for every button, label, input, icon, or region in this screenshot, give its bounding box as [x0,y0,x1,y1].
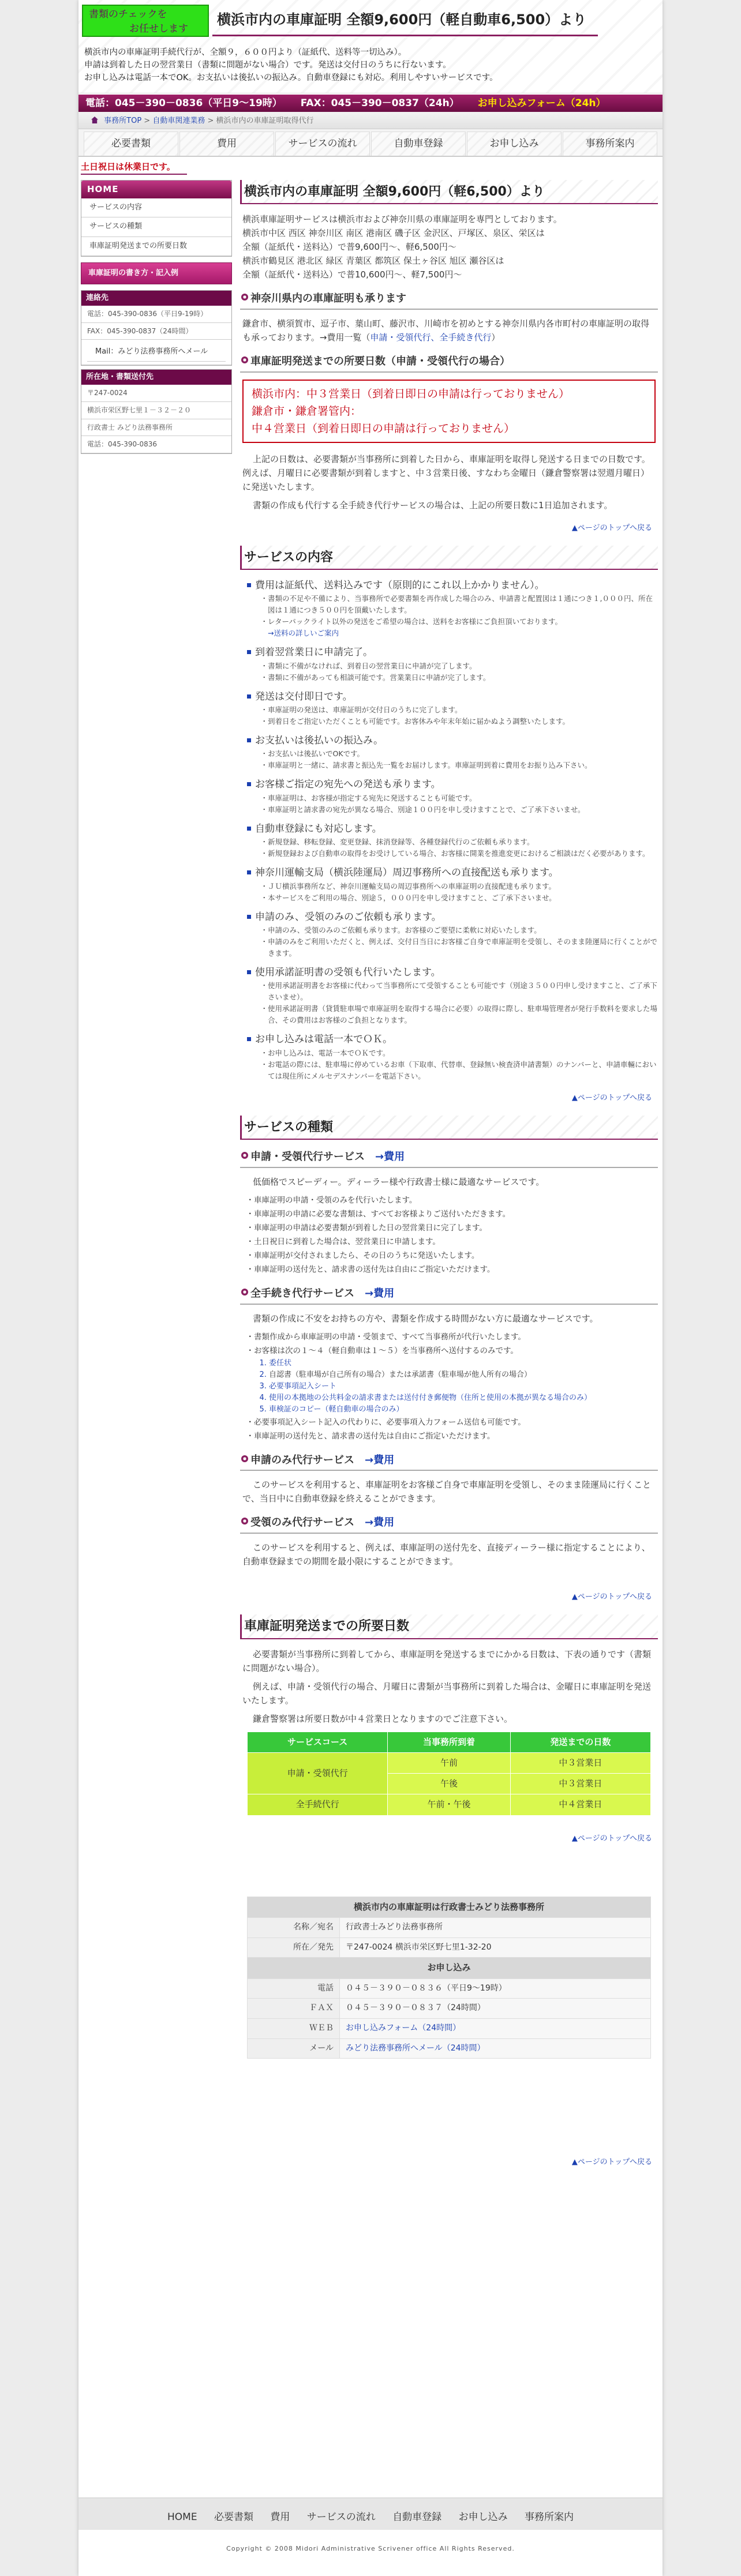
type3-paragraph: このサービスを利用すると、車庫証明をお客様ご自身で車庫証明を受領し、そのまま陸運局に行くことで、当日中に自動車登録を終えることができます。 [242,1479,652,1504]
kanagawa-text-end: ） [491,332,500,343]
logo[interactable] [82,5,209,37]
intro-p-line: 全額（証紙代・送料込）で普10,600円〜、軽7,500円〜 [242,269,462,280]
office-value: 〒247-0024 横浜市栄区野七里1-32-20 [340,1937,651,1958]
to-top-link-5[interactable] [240,2157,652,2168]
type1-fee-link[interactable]: →費用 [375,1150,405,1163]
notice-line: 鎌倉市・鎌倉署管内： [252,404,362,418]
logo-line2: お任せします [129,23,188,35]
service-item [255,733,658,771]
num-item[interactable] [269,1369,658,1381]
sidebar-banner-example[interactable]: 車庫証明の書き方・記入例 [81,262,232,284]
days-table-paragraph-2: 例えば、申請・受領代行の場合、月曜日に書類が当事務所に到着した場合は、金曜日に車庫証明を発送いたします。 [242,1681,652,1706]
service-item [255,1032,658,1082]
days-paragraph-1: 上記の日数は、必要書類が当事務所に到着した日から、車庫証明を取得し発送する日までの日数です。例えば、月曜日に必要書類が到着しますと、中３営業日後、すなわち金曜日（鎌倉警察署は翌週月曜日）に発送いたします。 [242,453,650,492]
service-detail: ・ レターパックライト以外の発送をご希望の場合は、送料をお客様にご負担頂いております。 [268,616,658,628]
intro-p-line: 全額（証紙代・送料込）で普9,600円〜、軽6,500円〜 [242,242,456,253]
office-key: ＷＥＢ [248,2018,340,2038]
section-title-types: サービスの種類 [240,1116,658,1140]
service-detail: ・ 車庫証明と請求書の宛先が異なる場合、別途１００円を申し受けますことで、ご了承下さいませ。 [268,804,658,816]
service-detail: ・ 使用承諾証明書（貸賃駐車場で車庫証明を取得する場合に必要）の取得に際し、駐車場管理者が発行手数料を要求した場合、その費用はお客様のご負担となります。 [268,1003,658,1026]
copyright: Copyright © 2008 Midori Administrative Scrivener office All Rights Reserved. [226,2545,515,2552]
apply-form-link[interactable]: お申し込みフォーム（24h） [477,97,606,109]
service-item-details [268,1047,658,1082]
footer-link-apply[interactable]: お申し込み [458,2511,508,2523]
service-detail: ・ 使用承諾証明書をお客様に代わって当事務所にて受領することも可能です（別途３５００円申し受けますこと、ご了承下さいませ）。 [268,980,658,1003]
apply-table-title: お申し込み [248,1958,651,1978]
sidebar-address: 横浜市栄区野七里１－３２－２０ [81,402,231,419]
days-paragraph-2: 書類の作成も代行する全手続き代行サービスの場合は、上記の所要日数に1日追加されます。 [253,500,613,510]
notice-line: 中４営業日（到着日即日の申請は行っておりません） [252,422,515,435]
service-item-details [268,793,658,816]
service-item [255,578,658,639]
service-detail: ・ 到着日をご指定いただくことも可能です。お客休みや年末年始に届かぬよう調整いたします。 [268,716,658,727]
nav-documents[interactable]: 必要書類 [84,132,178,156]
sidebar-mail[interactable] [81,340,231,365]
mail-link-table[interactable]: みどり法務事務所へメール（24時間） [346,2043,485,2053]
table-row [248,1752,651,1773]
num-item-text: 必要事項記入シート [269,1381,337,1391]
sidebar-menu [81,180,232,257]
service-item-details [268,925,658,959]
to-top-link-1[interactable] [240,523,652,534]
type4-title: 受領のみ代行サービス [250,1516,354,1529]
sidebar-tel: 電話：045-390-0836（平日9-19時） [81,306,231,323]
holiday-notice: 土日祝日は休業日です。 [81,160,175,174]
service-detail: ・ 車庫証明と一緒に、請求書と振込先一覧をお届けします。車庫証明到着に費用をお振り込み下さい。 [268,760,658,771]
to-top-anchor[interactable]: ▲ページのトップへ戻る [571,1834,652,1843]
service-item-details [268,881,658,904]
type3-title: 申請のみ代行サービス [250,1454,354,1466]
service-item [255,865,658,903]
service-detail: ・ 車庫証明は、お客様が指定する宛先に発送することも可能です。 [268,793,658,804]
header [78,0,663,93]
subtitle-type3 [240,1452,658,1471]
breadcrumb: 事務所TOP > 自動車関連業務 > 横浜市内の車庫証明取得代行 [78,112,663,129]
office-key: 所在／発先 [248,1937,340,1958]
num-item-text: 使用の本拠地の公共料金の請求書または送付付き郵便物（住所と使用の本拠が異なる場合のみ） [269,1393,592,1402]
office-info-table [247,1897,651,2059]
type2-list-b [254,1415,658,1443]
service-detail: ・ 書類の不足や不備により、当事務所で必要書類を再作成した場合のみ、申請書と配置図は１通につき１,０００円、所在図は１通につき５００円を頂戴いたします。 [268,593,658,616]
service-item [255,645,658,683]
kanagawa-text: 鎌倉市、横須賀市、逗子市、葉山町、藤沢市、川崎市を初めとする神奈川県内各市町村の車庫証明の取得も承っております。→費用一覧（ [242,318,650,343]
service-item-title: お申し込みは電話一本でＯＫ。 [255,1032,658,1047]
office-value [340,2018,651,2038]
sidebar-item-days[interactable]: 車庫証明発送までの所要日数 [81,237,231,256]
days-table-paragraph-1: 必要書類が当事務所に到着してから、車庫証明を発送するまでにかかる日数は、下表の通りです（書類に問題がない場合）。 [242,1649,652,1673]
section-title-content: サービスの内容 [240,546,658,570]
service-item-title: お支払いは後払いの振込み。 [255,733,658,748]
service-detail: ・ 申請のみ、受領のみのご依頼も承ります。お客様のご要望に柔軟に対応いたします。 [268,925,658,936]
sidebar-office-head: 所在地・書類送付先 [81,370,231,385]
intro-paragraph [242,212,656,281]
page-title: 横浜市内の車庫証明 全額9,600円（軽自動車6,500）より [217,9,586,31]
footer-link-office[interactable]: 事務所案内 [525,2511,574,2523]
notice-line: 横浜市内：中３営業日（到着日即日の申請は行っておりません） [252,387,570,400]
service-item-details [268,980,658,1026]
type2-numbered-list [269,1358,658,1415]
intro-text [84,46,498,84]
service-item [255,910,658,959]
table-cell: 午前 [388,1752,510,1773]
main-content [240,180,658,2180]
service-item-details [268,836,658,859]
service-item-details [268,593,658,639]
table-header-cell: サービスコース [248,1732,388,1752]
table-cell: 午前・午後 [388,1794,510,1815]
footer-link-fees[interactable]: 費用 [270,2511,290,2523]
type1-list [254,1193,658,1276]
type1-item: ・ 土日祝日に到着した場合は、翌営業日に申請します。 [254,1235,658,1249]
num-item[interactable] [269,1392,658,1404]
nav-apply[interactable]: お申し込み [467,132,562,156]
subtitle-type1 [240,1149,658,1168]
table-header-cell: 発送までの日数 [510,1732,650,1752]
service-detail: ・ 書類に不備があっても相談可能です。営業業日に申請が完了します。 [268,672,658,684]
type2-item: ・ お客様は次の１～４（軽自動車は１～５）を当事務所へ送付するのみです。 [254,1344,658,1358]
footer-nav [78,2498,663,2530]
breadcrumb-category[interactable]: 自動車関連業務 [152,117,205,125]
service-detail: ・ お電話の際には、駐車場に停めているお車（下取車、代替車、登録無い検査済申請書類）のナンバーと、申請車輛においては現住所にメルセデスナンバーを電話下さい。 [268,1059,658,1082]
type1-title: 申請・受領代行サービス [250,1150,365,1163]
type1-item: ・ 車庫証明の送付先と、請求書の送付先は自由にご指定いただけます。 [254,1263,658,1276]
office-key: メール [248,2038,340,2059]
days-notice-box [242,380,656,443]
intro-p-line: 横浜市中区 西区 神奈川区 南区 港南区 磯子区 金沢区、戸塚区、泉区、栄区は [242,228,545,239]
to-top-link-3[interactable] [240,1591,652,1603]
section-title-days: 車庫証明発送までの所要日数 [240,1614,658,1639]
type1-item: ・ 車庫証明が交付されましたら、その日のうちに発送いたします。 [254,1249,658,1263]
office-table-title: 横浜市内の車庫証明は行政書士みどり法務事務所 [248,1897,651,1917]
global-nav [78,129,663,157]
sidebar [81,180,232,457]
sidebar-fax: FAX：045-390-0837（24時間） [81,323,231,340]
nav-fees[interactable]: 費用 [179,132,274,156]
subtitle-days: 車庫証明発送までの所要日数（申請・受領代行の場合） [240,354,658,373]
office-key: ＦＡＸ [248,1999,340,2019]
service-detail: ・ ＪＵ横浜事務所など、神奈川運輸支局の周辺事務所への車庫証明の直接配達も承ります。 [268,881,658,892]
subtitle-kanagawa: 神奈川県内の車庫証明も承ります [240,291,658,310]
logo-line1: 書類のチェックを [89,9,167,20]
table-cell: 中４営業日 [510,1794,650,1815]
to-top-anchor[interactable]: ▲ページのトップへ戻る [571,1593,652,1602]
service-list [240,578,658,1082]
nav-office[interactable]: 事務所案内 [563,132,657,156]
type2-title: 全手続き代行サービス [250,1287,354,1300]
type2-item: ・ 書類作成から車庫証明の申請・受領まで、すべて当事務所が代行いたします。 [254,1330,658,1344]
sidebar-office-name: 行政書士 みどり法務事務所 [81,419,231,437]
service-detail[interactable]: →送料の詳しいご案内 [268,629,339,638]
service-detail: ・ 新規登録および自動車の取得をお受けしている場合、お客様に開業を推進変更におけるご相談はだく必要があります。 [268,848,658,859]
table-cell: 申請・受領代行 [248,1752,388,1794]
tel-text[interactable]: 電話：045－390－0836（平日9～19時） [85,97,282,109]
to-top-anchor[interactable]: ▲ページのトップへ戻る [571,523,652,532]
intro-p-line: 横浜市鶴見区 港北区 緑区 青葉区 都筑区 保土ヶ谷区 旭区 瀬谷区は [242,256,504,266]
sidebar-office-tel: 電話：045-390-0836 [81,436,231,453]
sidebar-zip: 〒247-0024 [81,385,231,402]
type2-list-a [254,1330,658,1358]
office-value [340,2038,651,2059]
office-value: ０４５－３９０－０８３６（平日9～19時） [340,1978,651,1999]
intro-line: お申し込みは電話一本でOK。お支払いは後払いの振込み。自動車登録にも対応。利用しやすいサービスです。 [84,73,498,82]
intro-p-line: 横浜車庫証明サービスは横浜市および神奈川県の車庫証明を専門としております。 [242,214,562,225]
table-row [248,1794,651,1815]
sidebar-office [81,369,232,454]
breadcrumb-home[interactable]: 事務所TOP [104,117,142,125]
footer-link-flow[interactable]: サービスの流れ [306,2511,376,2523]
service-item-title: 使用承諾証明書の受領も代行いたします。 [255,965,658,980]
subtitle-type4 [240,1515,658,1534]
num-item-text: 車検証のコピー（軽自動車の場合のみ） [269,1405,404,1414]
footer-link-documents[interactable]: 必要書類 [214,2511,253,2523]
sidebar-contact-head: 連絡先 [81,291,231,306]
home-icon [91,117,98,123]
num-item[interactable] [269,1381,658,1392]
kanagawa-paragraph [242,317,656,344]
type1-item: ・ 車庫証明の申請・受領のみを代行いたします。 [254,1193,658,1207]
office-key: 名称／宛名 [248,1917,340,1937]
sidebar-mail-link[interactable]: Mail：みどり法務事務所へメール [87,343,226,362]
table-cell: 全手続代行 [248,1794,388,1815]
to-top-anchor[interactable]: ▲ページのトップへ戻る [571,1093,652,1102]
office-value: 行政書士みどり法務事務所 [340,1917,651,1937]
service-detail: ・ お支払いは後払いでOKです。 [268,748,658,760]
page [78,0,663,2576]
section-title-main: 横浜市内の車庫証明 全額9,600円（軽6,500）より [240,180,658,204]
num-item[interactable] [269,1404,658,1415]
to-top-anchor[interactable]: ▲ページのトップへ戻る [571,2158,652,2167]
service-item-title: 申請のみ、受領のみのご依頼も承ります。 [255,910,658,925]
sidebar-home[interactable]: HOME [81,181,231,198]
service-item-title: お客様ご指定の宛先への発送も承ります。 [255,777,658,792]
service-item-title: 発送は交付即日です。 [255,689,658,704]
service-detail: ・ 書類に不備がなければ、到着日の翌営業日に申請が完了します。 [268,660,658,672]
service-detail: ・ 車庫証明の発送は、車庫証明が交付日のうちに完了します。 [268,704,658,716]
service-item [255,689,658,727]
type2-fee-link[interactable]: →費用 [365,1287,395,1300]
days-table-paragraph-3: 鎌倉警察署は所要日数が中４営業日となりますのでご注意下さい。 [253,1713,513,1724]
service-detail: ・ 新規登録、移転登録、変更登録、抹消登録等、各種登録代行のご依頼も承ります。 [268,836,658,848]
office-value: ０４５－３９０－０８３７（24時間） [340,1999,651,2019]
to-top-link-2[interactable] [240,1092,652,1104]
type1-item: ・ 車庫証明の申請は必要書類が到着した日の翌営業日に完了します。 [254,1221,658,1235]
fax-text: FAX：045－390－0837（24h） [300,97,459,109]
service-item-details [268,704,658,727]
service-item-title: 費用は証紙代、送料込みです（原則的にこれ以上かかりません）。 [255,578,658,593]
table-cell: 中３営業日 [510,1752,650,1773]
service-item-details [268,660,658,684]
service-item-details [268,748,658,771]
footer-link-registration[interactable]: 自動車登録 [392,2511,442,2523]
subtitle-type2 [240,1286,658,1305]
days-table [247,1732,651,1816]
intro-line: 申請は到着した日の翌営業日（書類に問題がない場合）です。発送は交付日のうちに行ないます。 [84,61,451,70]
sidebar-item-service-content[interactable]: サービスの内容 [81,198,231,217]
type2-item: ・ 車庫証明の送付先と、請求書の送付先は自由にご指定いただけます。 [254,1429,658,1443]
table-cell: 中３営業日 [510,1774,650,1794]
service-detail: ・ 本サービスをご利用の場合、別途５，０００円を申し受けますこと、ご了承下さいませ。 [268,892,658,904]
service-item-title: 到着翌営業日に申請完了。 [255,645,658,660]
type1-item: ・ 車庫証明の申請に必要な書類は、すべてお客様よりご送付いただきます。 [254,1207,658,1221]
type3-fee-link[interactable]: →費用 [365,1454,395,1466]
type2-paragraph: 書類の作成に不安をお持ちの方や、書類を作成する時間がない方に最適なサービスです。 [253,1313,598,1324]
to-top-link-4[interactable] [240,1833,652,1845]
sidebar-item-service-types[interactable]: サービスの種類 [81,217,231,236]
days-table-header [248,1732,651,1752]
nav-registration[interactable]: 自動車登録 [371,132,466,156]
num-item-text: 自認書（駐車場が自己所有の場合）または承諾書（駐車場が他人所有の場合） [269,1370,532,1379]
type4-paragraph: このサービスを利用すると、例えば、車庫証明の送付先を、直接ディーラー様に指定することにより、自動車登録までの期間を最小限にすることができます。 [242,1542,650,1567]
service-item [255,821,658,859]
num-item-text: 委任状 [269,1358,292,1368]
service-item [255,965,658,1026]
service-item-title: 神奈川運輸支局（横浜陸運局）周辺事務所への直接配送も承ります。 [255,865,658,880]
num-item[interactable] [269,1358,658,1369]
table-cell: 午後 [388,1774,510,1794]
type2-item: ・ 必要事項記入シート記入の代わりに、必要事項入力フォーム送信も可能です。 [254,1415,658,1429]
contact-bar [78,95,663,112]
office-key: 電話 [248,1978,340,1999]
apply-form-link-table[interactable]: お申し込みフォーム（24時間） [346,2023,461,2033]
breadcrumb-current: 横浜市内の車庫証明取得代行 [216,117,314,125]
table-header-cell: 当事務所到着 [388,1732,510,1752]
kanagawa-fee-link[interactable]: 申請・受領代行、全手続き代行 [370,332,492,343]
nav-flow[interactable]: サービスの流れ [275,132,370,156]
type1-paragraph: 低価格でスピーディー。ディーラー様や行政書士様に最適なサービスです。 [253,1176,545,1187]
sidebar-contact [81,290,232,366]
footer-link-home[interactable]: HOME [167,2511,197,2523]
type4-fee-link[interactable]: →費用 [365,1516,395,1529]
service-item [255,777,658,815]
service-detail: ・ お申し込みは、電話一本でＯＫです。 [268,1047,658,1059]
service-detail: ・ 申請のみをご利用いただくと、例えば、交付日当日にお客様ご自身で車庫証明を受領し、そのまま陸運局に行くことができます。 [268,936,658,959]
intro-line: 横浜市内の車庫証明手続代行が、全額９，６００円より（証紙代、送料等一切込み）。 [84,48,407,57]
service-item-title: 自動車登録にも対応します。 [255,821,658,836]
